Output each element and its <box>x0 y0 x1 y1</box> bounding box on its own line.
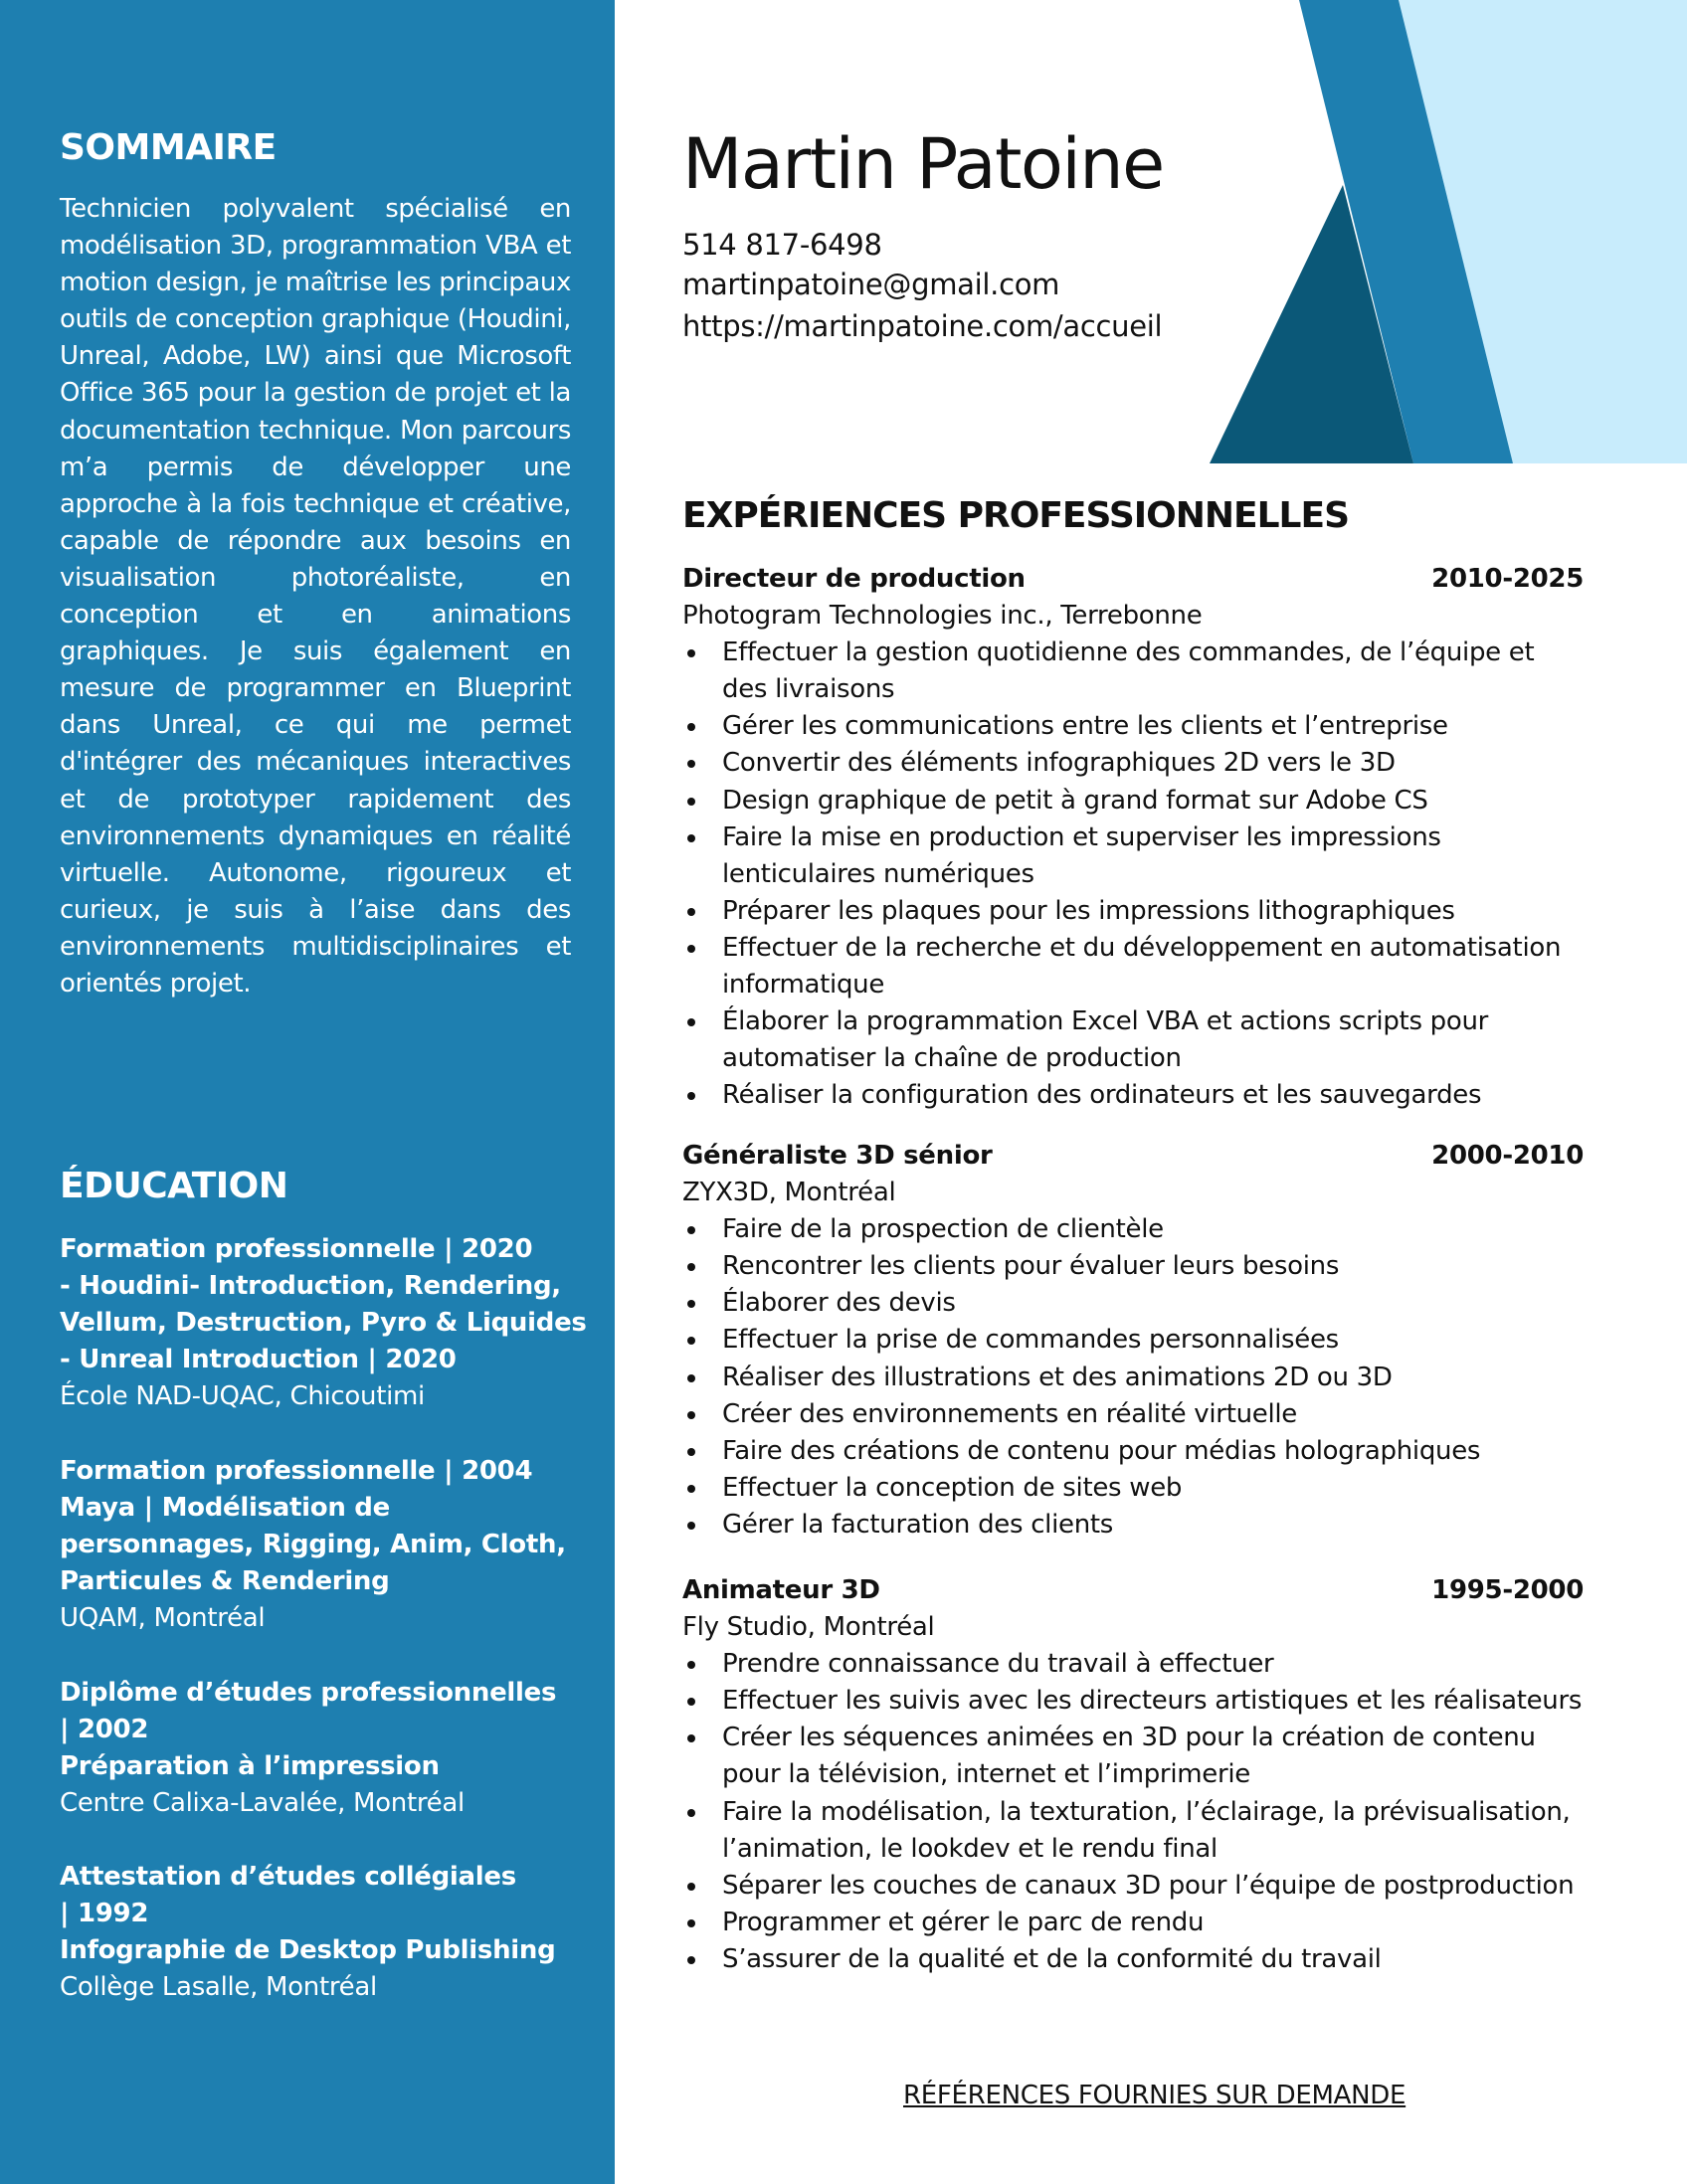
task-item: Rencontrer les clients pour évaluer leurs besoins <box>682 1248 1584 1285</box>
education-school: Centre Calixa-Lavalée, Montréal <box>60 1788 465 1819</box>
task-list <box>682 1211 1584 1544</box>
job-dates: 2010-2025 <box>1431 564 1584 594</box>
job-header <box>682 1572 1584 1609</box>
sidebar <box>0 0 615 2184</box>
job-company: Fly Studio, Montréal <box>682 1612 935 1643</box>
task-item: Faire des créations de contenu pour médias holographiques <box>682 1433 1584 1470</box>
job-entry <box>682 561 1584 1114</box>
phone-number[interactable]: 514 817-6498 <box>682 228 882 262</box>
website-link[interactable]: https://martinpatoine.com/accueil <box>682 309 1163 343</box>
summary-heading: SOMMAIRE <box>60 127 277 168</box>
task-item: Effectuer la conception de sites web <box>682 1470 1584 1507</box>
task-item: Élaborer la programmation Excel VBA et actions scripts pour automatiser la chaîne de production <box>682 1003 1584 1077</box>
education-title-line: Particules & Rendering <box>60 1566 390 1597</box>
task-item: Créer des environnements en réalité virtuelle <box>682 1396 1584 1433</box>
job-title: Généraliste 3D sénior <box>682 1141 993 1171</box>
task-item: Prendre connaissance du travail à effectuer <box>682 1646 1584 1683</box>
education-title-line: Formation professionnelle | 2004 <box>60 1456 533 1486</box>
task-item: Design graphique de petit à grand format sur Adobe CS <box>682 783 1584 819</box>
job-dates: 2000-2010 <box>1431 1141 1584 1171</box>
job-company: ZYX3D, Montréal <box>682 1178 896 1208</box>
task-item: Réaliser des illustrations et des animations 2D ou 3D <box>682 1360 1584 1396</box>
education-title-line: | 1992 <box>60 1899 149 1929</box>
task-item: Faire la modélisation, la texturation, l’éclairage, la prévisualisation, l’animation, le lookdev et le rendu final <box>682 1794 1584 1868</box>
education-title-line: | 2002 <box>60 1715 149 1745</box>
task-item: Effectuer la gestion quotidienne des commandes, de l’équipe et des livraisons <box>682 635 1584 708</box>
education-entry <box>60 1675 587 1822</box>
job-title: Directeur de production <box>682 564 1026 594</box>
education-title-line: personnages, Rigging, Anim, Cloth, <box>60 1530 566 1560</box>
task-item: Gérer la facturation des clients <box>682 1507 1584 1544</box>
education-school: Collège Lasalle, Montréal <box>60 1972 377 2003</box>
education-title-line: Vellum, Destruction, Pyro & Liquides <box>60 1308 587 1339</box>
task-list <box>682 1646 1584 1978</box>
job-dates: 1995-2000 <box>1431 1575 1584 1605</box>
task-item: Convertir des éléments infographiques 2D vers le 3D <box>682 745 1584 782</box>
education-school: UQAM, Montréal <box>60 1603 266 1634</box>
task-item: Séparer les couches de canaux 3D pour l’équipe de postproduction <box>682 1868 1584 1905</box>
job-header <box>682 561 1584 598</box>
education-title-line: Formation professionnelle | 2020 <box>60 1234 533 1264</box>
education-entry <box>60 1859 587 2006</box>
summary-text: Technicien polyvalent spécialisé en modélisation 3D, programmation VBA et motion design, je maîtrise les principaux outils de conception graphique (Houdini, Unreal, Adobe, LW) ainsi que Microsoft Office 365 pour la gestion de projet et la documentation technique. Mon parcours m’a permis de développer une approche à la fois technique et créative, capable de répondre aux besoins en visualisation photoréaliste, en conception et en animations graphiques. Je suis également en mesure de programmer en Blueprint dans Unreal, ce qui me permet d'intégrer des mécaniques interactives et de prototyper rapidement des environnements dynamiques en réalité virtuelle. Autonome, rigoureux et curieux, je suis à l’aise dans des environnements multidisciplinaires et orientés projet. <box>60 194 571 999</box>
task-item: Programmer et gérer le parc de rendu <box>682 1905 1584 1941</box>
task-item: Effectuer les suivis avec les directeurs artistiques et les réalisateurs <box>682 1683 1584 1720</box>
task-item: Effectuer de la recherche et du développement en automatisation informatique <box>682 930 1584 1003</box>
education-title-line: Infographie de Desktop Publishing <box>60 1935 556 1966</box>
email-link[interactable]: martinpatoine@gmail.com <box>682 268 1060 301</box>
task-item: Réaliser la configuration des ordinateurs et les sauvegardes <box>682 1077 1584 1114</box>
task-item: Préparer les plaques pour les impressions lithographiques <box>682 893 1584 930</box>
education-title-line: Maya | Modélisation de <box>60 1493 390 1524</box>
task-item: Créer les séquences animées en 3D pour la création de contenu pour la télévision, internet et l’imprimerie <box>682 1720 1584 1793</box>
job-title: Animateur 3D <box>682 1575 880 1605</box>
education-entry <box>60 1453 587 1637</box>
education-heading: ÉDUCATION <box>60 1166 288 1206</box>
references-note: RÉFÉRENCES FOURNIES SUR DEMANDE <box>903 2081 1406 2110</box>
header-decoration <box>1204 0 1687 463</box>
education-school: École NAD-UQAC, Chicoutimi <box>60 1381 425 1412</box>
education-title-line: Préparation à l’impression <box>60 1751 440 1782</box>
task-item: Élaborer des devis <box>682 1285 1584 1322</box>
experience-heading: EXPÉRIENCES PROFESSIONNELLES <box>682 495 1350 536</box>
job-entry <box>682 1572 1584 1978</box>
job-company: Photogram Technologies inc., Terrebonne <box>682 601 1203 632</box>
task-list <box>682 635 1584 1114</box>
task-item: Gérer les communications entre les clients et l’entreprise <box>682 708 1584 745</box>
job-header <box>682 1138 1584 1175</box>
task-item: Effectuer la prise de commandes personnalisées <box>682 1322 1584 1359</box>
education-title-line: - Houdini- Introduction, Rendering, <box>60 1271 561 1302</box>
job-entry <box>682 1138 1584 1544</box>
candidate-name: Martin Patoine <box>682 123 1164 205</box>
task-item: Faire la mise en production et superviser les impressions lenticulaires numériques <box>682 819 1584 893</box>
education-title-line: Attestation d’études collégiales <box>60 1862 516 1892</box>
education-title-line: Diplôme d’études professionnelles <box>60 1678 557 1708</box>
education-entry <box>60 1231 587 1415</box>
task-item: S’assurer de la qualité et de la conformité du travail <box>682 1941 1584 1978</box>
education-title-line: - Unreal Introduction | 2020 <box>60 1345 457 1375</box>
task-item: Faire de la prospection de clientèle <box>682 1211 1584 1248</box>
